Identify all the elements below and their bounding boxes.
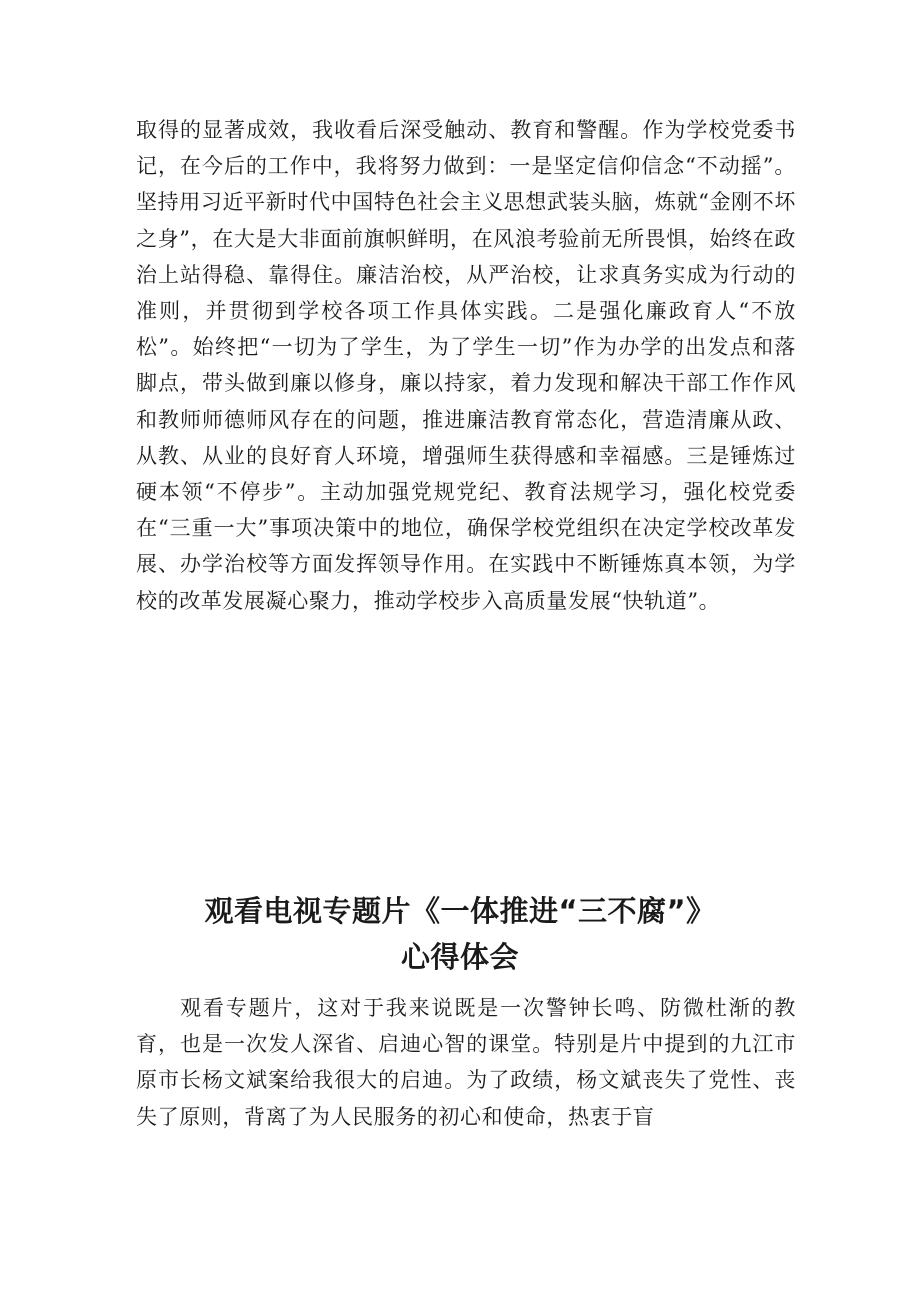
title-line-2: 心得体会 [400, 940, 519, 974]
article-title [110, 888, 810, 980]
body-paragraph-intro: 观看专题片，这对于我来说既是一次警钟长鸣、防微杜渐的教育，也是一次发人深省、启迪心智的课堂。特别是片中提到的九江市原市长杨文斌案给我很大的启迪。为了政绩，杨文斌丧失了党性、丧失了原则，背离了为人民服务的初心和使命，热衷于盲 [136, 996, 796, 1129]
body-paragraph-continued: 取得的显著成效，我收看后深受触动、教育和警醒。作为学校党委书记，在今后的工作中，我将努力做到：一是坚定信仰信念“不动摇”。坚持用习近平新时代中国特色社会主义思想武装头脑，炼就“金刚不坏之身”，在大是大非面前旗帜鲜明，在风浪考验前无所畏惧，始终在政治上站得稳、靠得住。廉洁治校，从严治校，让求真务实成为行动的准则，并贯彻到学校各项工作具体实践。二是强化廉政育人“不放松”。始终把“一切为了学生，为了学生一切”作为办学的出发点和落脚点，带头做到廉以修身，廉以持家，着力发现和解决干部工作作风和教师师德师风存在的问题，推进廉洁教育常态化，营造清廉从政、从教、从业的良好育人环境，增强师生获得感和幸福感。三是锤炼过硬本领“不停步”。主动加强党规党纪、教育法规学习，强化校党委在“三重一大”事项决策中的地位，确保学校党组织在决定学校改革发展、办学治校等方面发挥领导作用。在实践中不断锤炼真本领，为学校的改革发展凝心聚力，推动学校步入高质量发展“快轨道”。 [136, 118, 796, 613]
title-line-1: 观看电视专题片《一体推进“三不腐”》 [204, 894, 716, 928]
